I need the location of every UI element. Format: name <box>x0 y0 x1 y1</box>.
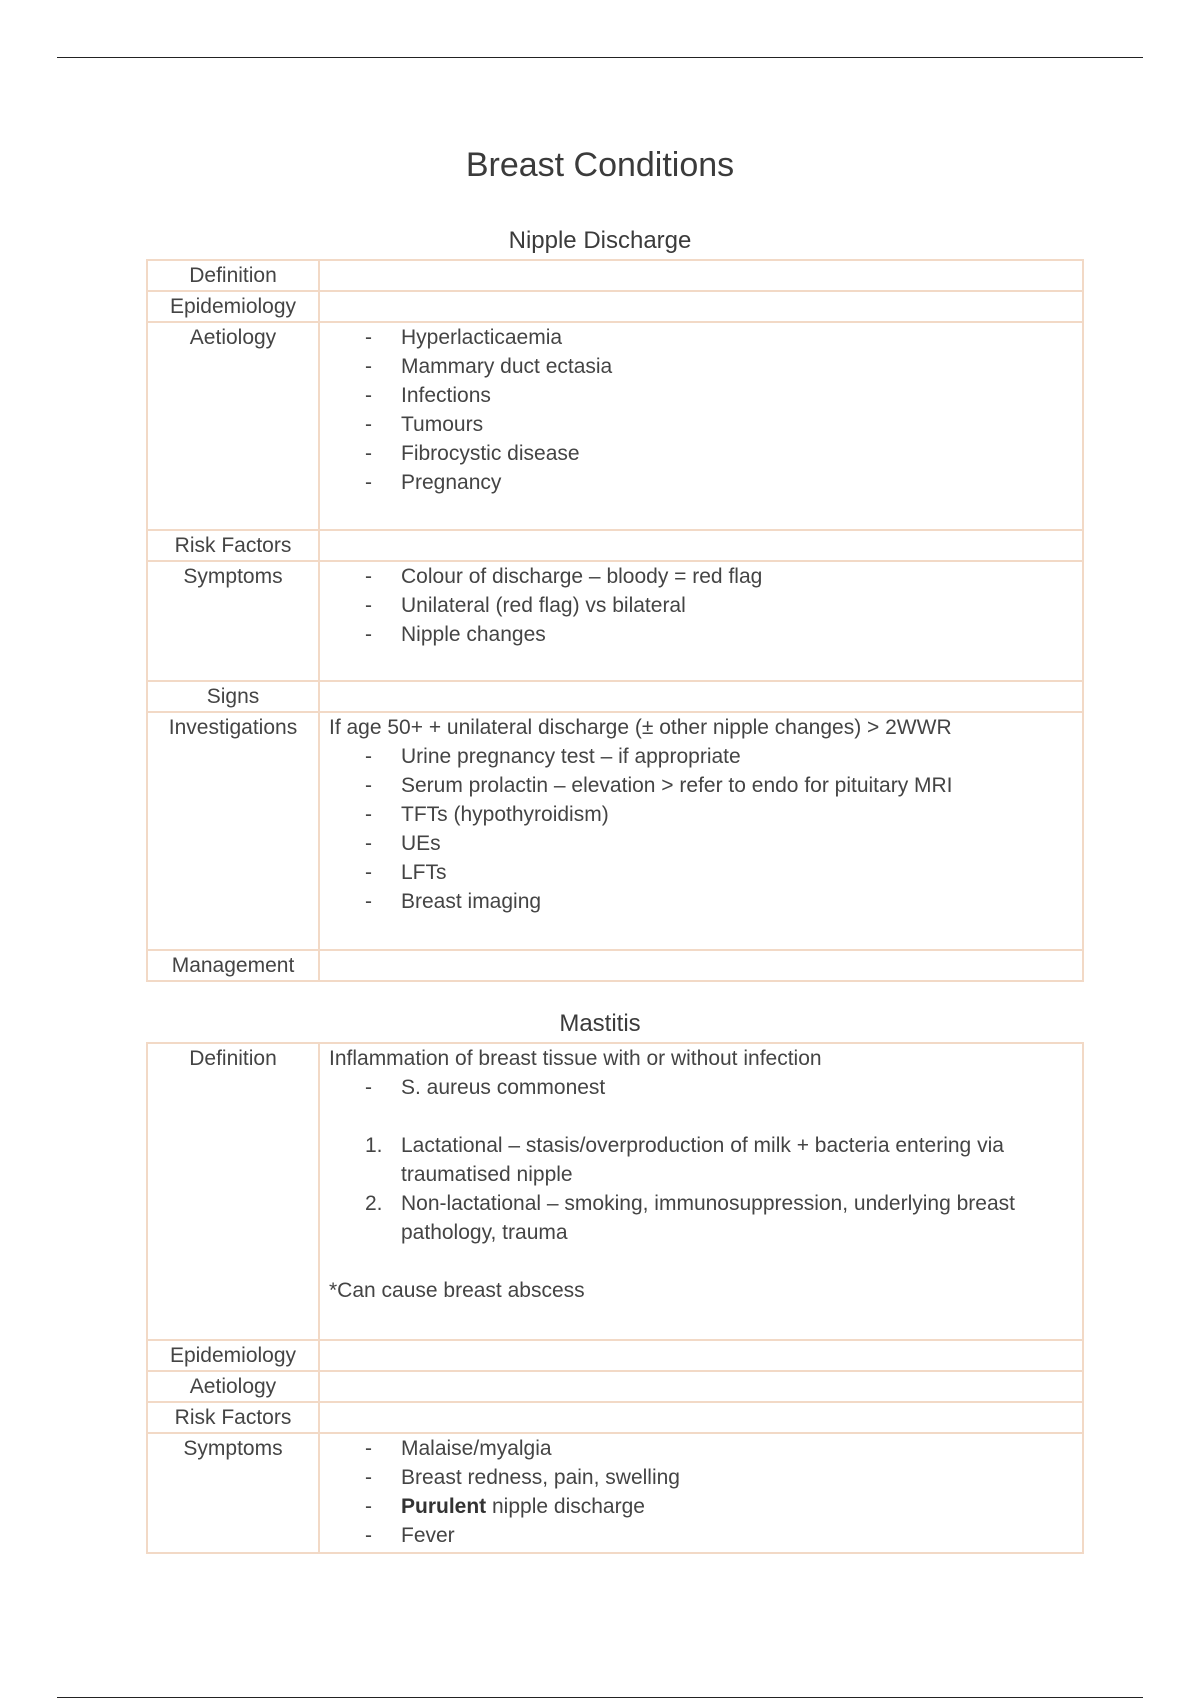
list-item: - Infections <box>329 381 1082 410</box>
list-item: - UEs <box>329 829 1082 858</box>
definition-cell <box>319 260 1083 291</box>
table-row <box>147 1371 1083 1402</box>
row-label-risk-factors: Risk Factors <box>147 1402 319 1433</box>
spacer <box>329 1102 1082 1131</box>
definition-lead: Inflammation of breast tissue with or without infection <box>329 1047 822 1070</box>
investigations-list <box>329 742 1082 916</box>
definition-cell <box>319 1043 1083 1340</box>
nipple-discharge-section <box>0 226 1200 256</box>
risk-factors-cell <box>319 1402 1083 1433</box>
table-row <box>147 681 1083 712</box>
list-item <box>329 1131 1082 1189</box>
page-title: Breast Conditions <box>465 146 735 184</box>
mastitis-table <box>146 1042 1084 1554</box>
abscess-note: *Can cause breast abscess <box>329 1279 585 1302</box>
row-label-aetiology: Aetiology <box>147 322 319 530</box>
symptoms-cell <box>319 1433 1083 1553</box>
epidemiology-cell <box>319 1340 1083 1371</box>
header-rule <box>57 57 1143 58</box>
list-item: - TFTs (hypothyroidism) <box>329 800 1082 829</box>
row-label-definition: Definition <box>147 260 319 291</box>
nipple-discharge-heading: Nipple Discharge <box>508 227 692 254</box>
list-item: - Breast redness, pain, swelling <box>329 1463 1082 1492</box>
signs-cell <box>319 681 1083 712</box>
list-item-text: Lactational – stasis/overproduction of milk + bacteria entering via traumatised nipple <box>401 1134 1004 1186</box>
nipple-discharge-table <box>146 259 1084 982</box>
table-row <box>147 950 1083 981</box>
list-item: - S. aureus commonest <box>329 1073 1082 1102</box>
row-label-aetiology: Aetiology <box>147 1371 319 1402</box>
list-item: - Pregnancy <box>329 468 1082 497</box>
table-row <box>147 291 1083 322</box>
definition-bullets <box>329 1073 1082 1102</box>
list-item: - Fibrocystic disease <box>329 439 1082 468</box>
symptoms-list <box>329 562 1082 649</box>
list-item: - LFTs <box>329 858 1082 887</box>
list-item: - Tumours <box>329 410 1082 439</box>
spacer <box>329 1247 1082 1276</box>
epidemiology-cell <box>319 291 1083 322</box>
list-item-text: nipple discharge <box>486 1495 645 1518</box>
row-label-symptoms: Symptoms <box>147 561 319 681</box>
table-row <box>147 1043 1083 1340</box>
list-item: - Malaise/myalgia <box>329 1434 1082 1463</box>
row-label-risk-factors: Risk Factors <box>147 530 319 561</box>
row-label-signs: Signs <box>147 681 319 712</box>
symptoms-cell <box>319 561 1083 681</box>
mastitis-types-list <box>329 1131 1082 1247</box>
list-item: - Breast imaging <box>329 887 1082 916</box>
aetiology-cell <box>319 322 1083 530</box>
table-row <box>147 322 1083 530</box>
table-row <box>147 530 1083 561</box>
investigations-lead: If age 50+ + unilateral discharge (± other nipple changes) > 2WWR <box>329 716 952 739</box>
list-item <box>329 1189 1082 1247</box>
footer-rule <box>57 1697 1143 1698</box>
table-row <box>147 1402 1083 1433</box>
table-row <box>147 561 1083 681</box>
table-row <box>147 260 1083 291</box>
investigations-cell <box>319 712 1083 950</box>
aetiology-cell <box>319 1371 1083 1402</box>
list-item-text: Non-lactational – smoking, immunosuppression, underlying breast pathology, trauma <box>401 1192 1015 1244</box>
row-label-epidemiology: Epidemiology <box>147 291 319 322</box>
list-item <box>329 1492 1082 1521</box>
list-item: - Mammary duct ectasia <box>329 352 1082 381</box>
management-cell <box>319 950 1083 981</box>
list-item: - Serum prolactin – elevation > refer to endo for pituitary MRI <box>329 771 1082 800</box>
list-number: 2. <box>365 1192 383 1215</box>
bold-text: Purulent <box>401 1495 487 1518</box>
list-number: 1. <box>365 1134 383 1157</box>
row-label-symptoms: Symptoms <box>147 1433 319 1553</box>
list-item: - Fever <box>329 1521 1082 1550</box>
list-item: - Hyperlacticaemia <box>329 323 1082 352</box>
table-row <box>147 1433 1083 1553</box>
list-item: - Colour of discharge – bloody = red flag <box>329 562 1082 591</box>
list-item: - Nipple changes <box>329 620 1082 649</box>
row-label-definition: Definition <box>147 1043 319 1340</box>
row-label-epidemiology: Epidemiology <box>147 1340 319 1371</box>
table-row <box>147 712 1083 950</box>
row-label-management: Management <box>147 950 319 981</box>
table-row <box>147 1340 1083 1371</box>
mastitis-heading: Mastitis <box>559 1010 641 1037</box>
symptoms-list <box>329 1434 1082 1550</box>
risk-factors-cell <box>319 530 1083 561</box>
row-label-investigations: Investigations <box>147 712 319 950</box>
list-item: - Unilateral (red flag) vs bilateral <box>329 591 1082 620</box>
aetiology-list <box>329 323 1082 497</box>
list-item: - Urine pregnancy test – if appropriate <box>329 742 1082 771</box>
mastitis-section <box>0 1009 1200 1039</box>
